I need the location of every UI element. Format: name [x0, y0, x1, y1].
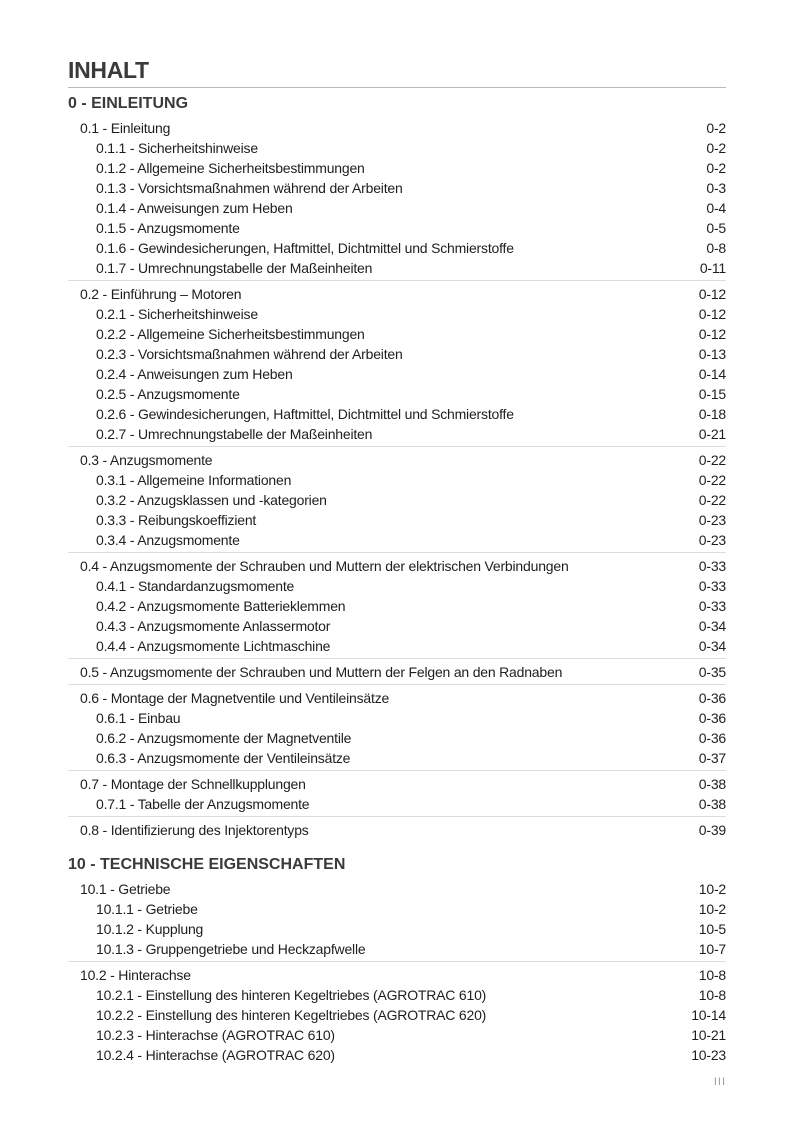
toc-page-number: 0-21 — [698, 426, 726, 442]
toc-page-number: 0-4 — [706, 200, 726, 216]
toc-page-number: 0-33 — [698, 598, 726, 614]
toc-subsection-entry[interactable] — [68, 158, 726, 178]
toc-subsection-entry[interactable] — [68, 985, 726, 1005]
toc-subsection-entry[interactable] — [68, 404, 726, 424]
toc-page-number: 0-2 — [706, 140, 726, 156]
toc-page-number: 0-14 — [698, 366, 726, 382]
toc-subsection-entry[interactable] — [68, 1025, 726, 1045]
toc-section-entry[interactable] — [68, 556, 726, 576]
toc-subsection-entry[interactable] — [68, 258, 726, 278]
toc-entry-label: 0.2.7 - Umrechnungstabelle der Maßeinheiten — [96, 426, 373, 442]
page-title: INHALT — [68, 56, 726, 88]
toc-page-number: 0-3 — [706, 180, 726, 196]
toc-entry-label: 10.1.3 - Gruppengetriebe und Heckzapfwelle — [96, 941, 366, 957]
toc-page-number: 10-2 — [698, 881, 726, 897]
toc-subsection-entry[interactable] — [68, 218, 726, 238]
toc-entry-label: 0.2 - Einführung – Motoren — [80, 286, 242, 302]
toc-entry-label: 10.1.2 - Kupplung — [96, 921, 204, 937]
toc-page-number: 0-2 — [706, 160, 726, 176]
toc-entry-label: 0.2.2 - Allgemeine Sicherheitsbestimmungen — [96, 326, 365, 342]
toc-page-number: 0-18 — [698, 406, 726, 422]
toc-page-number: 10-5 — [698, 921, 726, 937]
toc-entry-label: 0.6 - Montage der Magnetventile und Ventileinsätze — [80, 690, 390, 706]
toc-entry-label: 0.6.2 - Anzugsmomente der Magnetventile — [96, 730, 352, 746]
toc-section-entry[interactable] — [68, 662, 726, 682]
toc-subsection-entry[interactable] — [68, 238, 726, 258]
toc-entry-label: 0.4.2 - Anzugsmomente Batterieklemmen — [96, 598, 346, 614]
toc-entry-label: 0.2.6 - Gewindesicherungen, Haftmittel, Dichtmittel und Schmierstoffe — [96, 406, 514, 422]
toc-page-number: 10-8 — [698, 967, 726, 983]
toc-entry-label: 0.5 - Anzugsmomente der Schrauben und Muttern der Felgen an den Radnaben — [80, 664, 563, 680]
toc-entry-label: 0.1.3 - Vorsichtsmaßnahmen während der Arbeiten — [96, 180, 403, 196]
toc-subsection-entry[interactable] — [68, 304, 726, 324]
toc-section — [68, 118, 726, 281]
toc-subsection-entry[interactable] — [68, 138, 726, 158]
toc-subsection-entry[interactable] — [68, 1005, 726, 1025]
toc-subsection-entry[interactable] — [68, 178, 726, 198]
toc-page-number: 0-22 — [698, 472, 726, 488]
toc-subsection-entry[interactable] — [68, 490, 726, 510]
toc-page-number: 0-22 — [698, 452, 726, 468]
toc-page-number: 0-23 — [698, 512, 726, 528]
toc-section — [68, 774, 726, 817]
toc-entry-label: 0.2.5 - Anzugsmomente — [96, 386, 240, 402]
toc-subsection-entry[interactable] — [68, 919, 726, 939]
toc-page-number: 0-38 — [698, 796, 726, 812]
toc-section — [68, 662, 726, 685]
toc-subsection-entry[interactable] — [68, 708, 726, 728]
toc-page-number: 0-35 — [698, 664, 726, 680]
toc-entry-label: 0.3.2 - Anzugsklassen und -kategorien — [96, 492, 327, 508]
toc-entry-label: 0.4 - Anzugsmomente der Schrauben und Muttern der elektrischen Verbindungen — [80, 558, 569, 574]
toc-entry-label: 10.1.1 - Getriebe — [96, 901, 198, 917]
toc-entry-label: 10.2.1 - Einstellung des hinteren Kegeltriebes (AGROTRAC 610) — [96, 987, 487, 1003]
toc-page-number: 0-11 — [699, 260, 726, 276]
toc-section-entry[interactable] — [68, 688, 726, 708]
toc-entry-label: 0.2.4 - Anweisungen zum Heben — [96, 366, 293, 382]
toc-section-entry[interactable] — [68, 118, 726, 138]
toc-page-number: 10-7 — [698, 941, 726, 957]
toc-subsection-entry[interactable] — [68, 899, 726, 919]
toc-page-number: 0-22 — [698, 492, 726, 508]
toc-entry-label: 0.6.1 - Einbau — [96, 710, 181, 726]
toc-page-number: 0-36 — [698, 730, 726, 746]
toc-page-number: 0-8 — [706, 240, 726, 256]
toc-page-number: 0-36 — [698, 690, 726, 706]
toc-section-entry[interactable] — [68, 820, 726, 840]
toc-section-entry[interactable] — [68, 879, 726, 899]
chapter-title[interactable]: 0 - EINLEITUNG — [68, 95, 189, 112]
toc-subsection-entry[interactable] — [68, 616, 726, 636]
toc-subsection-entry[interactable] — [68, 384, 726, 404]
toc-section-entry[interactable] — [68, 284, 726, 304]
toc-subsection-entry[interactable] — [68, 470, 726, 490]
toc-entry-label: 0.7 - Montage der Schnellkupplungen — [80, 776, 306, 792]
toc-entry-label: 10.2.2 - Einstellung des hinteren Kegeltriebes (AGROTRAC 620) — [96, 1007, 487, 1023]
toc-page-number: 0-12 — [698, 326, 726, 342]
toc-page-number: 0-12 — [698, 306, 726, 322]
toc-page-number: 0-33 — [698, 558, 726, 574]
toc-subsection-entry[interactable] — [68, 424, 726, 444]
toc-entry-label: 0.3.4 - Anzugsmomente — [96, 532, 240, 548]
toc-page-number: 10-14 — [691, 1007, 726, 1023]
toc-page-number: 10-23 — [691, 1047, 726, 1063]
toc-subsection-entry[interactable] — [68, 636, 726, 656]
toc-entry-label: 10.2.4 - Hinterachse (AGROTRAC 620) — [96, 1047, 335, 1063]
toc-page-number: 0-33 — [698, 578, 726, 594]
toc-page-number: 0-34 — [698, 638, 726, 654]
toc-page-number: 10-8 — [698, 987, 726, 1003]
toc-subsection-entry[interactable] — [68, 1045, 726, 1065]
toc-section-entry[interactable] — [68, 450, 726, 470]
toc-subsection-entry[interactable] — [68, 576, 726, 596]
toc-entry-label: 0.1.4 - Anweisungen zum Heben — [96, 200, 293, 216]
toc-section — [68, 820, 726, 842]
toc-section-entry[interactable] — [68, 774, 726, 794]
toc-subsection-entry[interactable] — [68, 794, 726, 814]
toc-subsection-entry[interactable] — [68, 344, 726, 364]
toc-page-number: 0-34 — [698, 618, 726, 634]
toc-subsection-entry[interactable] — [68, 728, 726, 748]
toc-page-number: 0-13 — [698, 346, 726, 362]
toc-entry-label: 10.2 - Hinterachse — [80, 967, 191, 983]
toc-subsection-entry[interactable] — [68, 198, 726, 218]
toc-section — [68, 556, 726, 659]
toc-page-number: 0-5 — [706, 220, 726, 236]
toc-entry-label: 0.4.1 - Standardanzugsmomente — [96, 578, 295, 594]
toc-entry-label: 10.1 - Getriebe — [80, 881, 171, 897]
toc-section — [68, 284, 726, 447]
toc-page-number: 0-38 — [698, 776, 726, 792]
toc-page-number: 0-2 — [706, 120, 726, 136]
toc-entry-label: 0.2.1 - Sicherheitshinweise — [96, 306, 258, 322]
toc-subsection-entry[interactable] — [68, 748, 726, 768]
toc-entry-label: 0.8 - Identifizierung des Injektorentyps — [80, 822, 309, 838]
chapter-title[interactable]: 10 - TECHNISCHE EIGENSCHAFTEN — [68, 856, 346, 873]
toc-entry-label: 0.2.3 - Vorsichtsmaßnahmen während der Arbeiten — [96, 346, 403, 362]
toc-section — [68, 450, 726, 553]
toc-entry-label: 0.1.6 - Gewindesicherungen, Haftmittel, Dichtmittel und Schmierstoffe — [96, 240, 514, 256]
toc-subsection-entry[interactable] — [68, 364, 726, 384]
toc-entry-label: 0.1 - Einleitung — [80, 120, 171, 136]
toc-entry-label: 0.1.7 - Umrechnungstabelle der Maßeinheiten — [96, 260, 373, 276]
toc-body — [68, 93, 726, 1067]
toc-section — [68, 965, 726, 1067]
toc-entry-label: 0.1.5 - Anzugsmomente — [96, 220, 240, 236]
toc-entry-label: 10.2.3 - Hinterachse (AGROTRAC 610) — [96, 1027, 335, 1043]
toc-subsection-entry[interactable] — [68, 939, 726, 959]
toc-page-number: 0-37 — [698, 750, 726, 766]
toc-section — [68, 879, 726, 962]
toc-entry-label: 0.6.3 - Anzugsmomente der Ventileinsätze — [96, 750, 351, 766]
toc-page-number: 0-12 — [698, 286, 726, 302]
toc-entry-label: 0.4.4 - Anzugsmomente Lichtmaschine — [96, 638, 331, 654]
toc-section — [68, 688, 726, 771]
toc-page-number: 0-39 — [698, 822, 726, 838]
toc-subsection-entry[interactable] — [68, 510, 726, 530]
toc-entry-label: 0.1.1 - Sicherheitshinweise — [96, 140, 258, 156]
toc-section-entry[interactable] — [68, 965, 726, 985]
toc-entry-label: 0.3.1 - Allgemeine Informationen — [96, 472, 292, 488]
toc-subsection-entry[interactable] — [68, 324, 726, 344]
toc-subsection-entry[interactable] — [68, 596, 726, 616]
toc-subsection-entry[interactable] — [68, 530, 726, 550]
toc-entry-label: 0.7.1 - Tabelle der Anzugsmomente — [96, 796, 310, 812]
toc-page-number: 10-21 — [691, 1027, 726, 1043]
page-number: III — [713, 1076, 726, 1088]
toc-page-number: 10-2 — [698, 901, 726, 917]
table-of-contents — [68, 56, 726, 1067]
toc-page-number: 0-36 — [698, 710, 726, 726]
toc-page-number: 0-23 — [698, 532, 726, 548]
toc-entry-label: 0.3.3 - Reibungskoeffizient — [96, 512, 257, 528]
toc-page-number: 0-15 — [698, 386, 726, 402]
toc-entry-label: 0.1.2 - Allgemeine Sicherheitsbestimmungen — [96, 160, 365, 176]
toc-entry-label: 0.3 - Anzugsmomente — [80, 452, 213, 468]
toc-entry-label: 0.4.3 - Anzugsmomente Anlassermotor — [96, 618, 331, 634]
